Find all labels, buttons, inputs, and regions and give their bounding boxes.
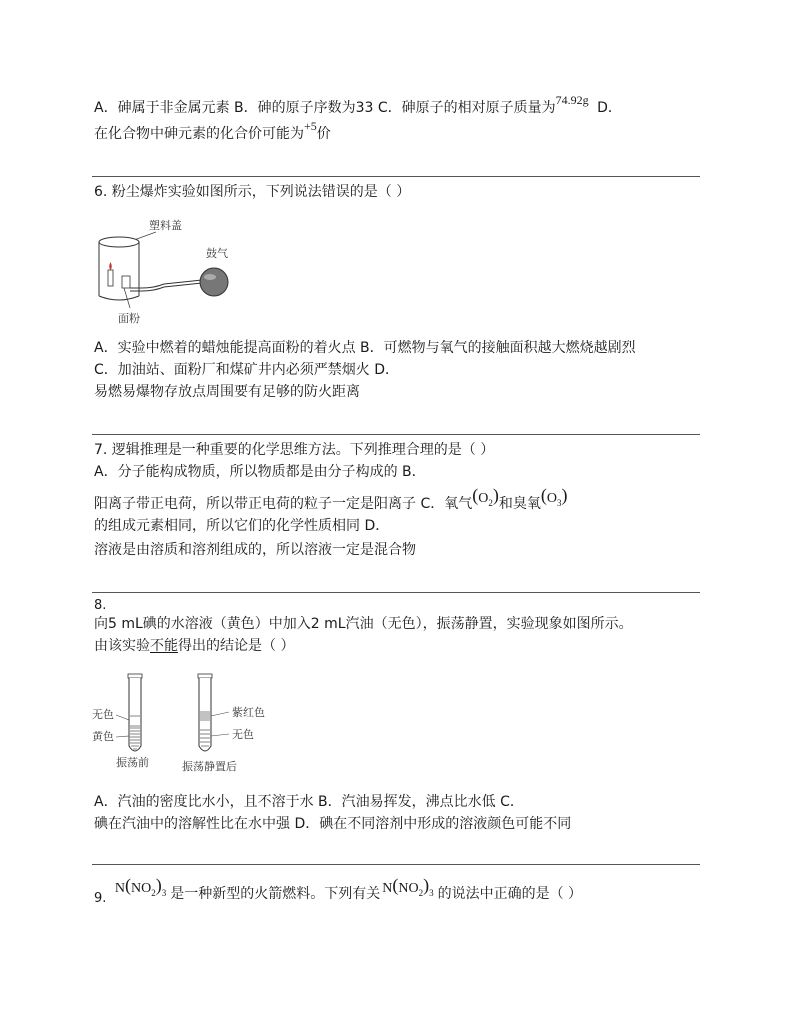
lid-label: 塑料盖 bbox=[149, 219, 182, 232]
flour-label: 面粉 bbox=[118, 312, 140, 325]
q5-options-line2: 在化合物中砷元素的化合价可能为+5价 bbox=[94, 119, 331, 142]
oxygen-formula: $(O_2)$ bbox=[472, 485, 499, 508]
colorless-left-label: 无色 bbox=[92, 708, 114, 721]
emphasis-text: 不能 bbox=[150, 638, 178, 654]
test-tube-figure bbox=[92, 670, 282, 780]
mass-value: 74.92g bbox=[555, 93, 589, 107]
q7-line3: 的组成元素相同，所以它们的化学性质相同 D． bbox=[94, 518, 390, 534]
q6-stem: 6. 粉尘爆炸实验如图所示，下列说法错误的是（ ） bbox=[94, 184, 411, 200]
before-label: 振荡前 bbox=[116, 756, 149, 769]
divider bbox=[92, 864, 700, 865]
trinitramide-formula: $N(NO_2)_3$ bbox=[114, 875, 167, 898]
ozone-formula: $(O_3)$ bbox=[540, 485, 568, 508]
q8-number: 8. bbox=[94, 598, 107, 613]
q7-line2: 阳离子带正电荷，所以带正电荷的粒子一定是阳离子 C．氧气$(O_2)$和臭氧$(O_3)$ bbox=[94, 485, 568, 512]
q8-options-line1: A．汽油的密度比水小，且不溶于水 B．汽油易挥发，沸点比水低 C． bbox=[94, 794, 524, 810]
divider bbox=[92, 176, 700, 177]
q5-options-line1: A．砷属于非金属元素 B．砷的原子序数为33 C．砷原子的相对原子质量为74.92g D． bbox=[94, 93, 622, 116]
divider bbox=[92, 592, 700, 593]
valence-value: +5 bbox=[304, 119, 317, 133]
q8-options-line2: 碘在汽油中的溶解性比在水中强 D．碘在不同溶剂中形成的溶液颜色可能不同 bbox=[94, 816, 572, 832]
q7-stem: 7. 逻辑推理是一种重要的化学思维方法。下列推理合理的是（ ） bbox=[94, 442, 495, 458]
purple-label: 紫红色 bbox=[232, 706, 265, 719]
q6-options-line2: C．加油站、面粉厂和煤矿井内必须严禁烟火 D． bbox=[94, 362, 400, 378]
q6-options-line1: A．实验中燃着的蜡烛能提高面粉的着火点 B．可燃物与氧气的接触面积越大燃烧越剧烈 bbox=[94, 340, 636, 356]
q8-stem-line1: 向5 mL碘的水溶液（黄色）中加入2 mL汽油（无色），振荡静置，实验现象如图所示。 bbox=[94, 616, 633, 632]
yellow-label: 黄色 bbox=[92, 730, 114, 743]
colorless-right-label: 无色 bbox=[232, 728, 254, 741]
trinitramide-formula: $N(NO_2)_3$ bbox=[382, 875, 434, 898]
divider bbox=[92, 434, 700, 435]
after-label: 振荡静置后 bbox=[182, 760, 237, 773]
q7-line4: 溶液是由溶质和溶剂组成的，所以溶液一定是混合物 bbox=[94, 542, 416, 558]
q8-stem-line2: 由该实验不能得出的结论是（ ） bbox=[94, 638, 295, 654]
q6-options-line3: 易燃易爆物存放点周围要有足够的防火距离 bbox=[94, 384, 360, 400]
bellows-label: 鼓气 bbox=[206, 247, 228, 260]
q9-stem: 9. $N(NO_2)_3$ 是一种新型的火箭燃料。下列有关 $N(NO_2)_3$ 的说法中正确的是（ ） bbox=[94, 875, 583, 906]
q7-option-a: A．分子能构成物质，所以物质都是由分子构成的 B． bbox=[94, 464, 426, 480]
dust-explosion-figure bbox=[94, 212, 254, 327]
